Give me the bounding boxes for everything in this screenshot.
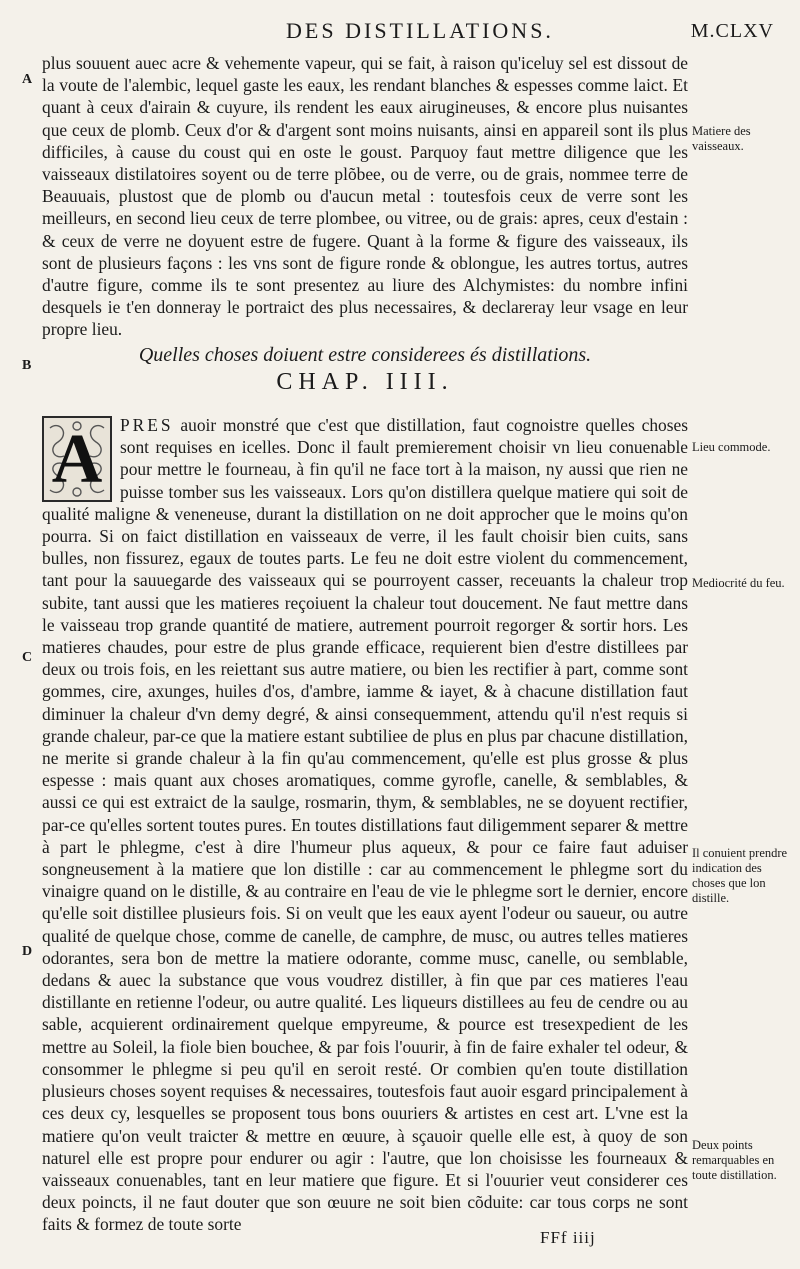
margin-note-two-points: Deux points remarquables en toute distillation. — [692, 1138, 777, 1182]
chapter-heading — [42, 344, 688, 396]
text-block-main — [42, 414, 688, 1236]
paragraph-intro: plus souuent auec acre & vehemente vapeur, qui se fait, à raison qu'iceluy sel est dissout de la voute de l'alembic, lequel gaste les eaux, les rendant blanches & espesses comme laict. Et quant à ceux d'airain & cuyure, ils rendent les eaux airugineuses, & encore plus nuisantes que ceux de plomb. Ceux d'or & d'argent sont moins nuisants, ainsi en appareil sont ils plus difficiles, à cause du coust qui en oste le goust. Parquoy faut mettre diligence que les vaisseaux distilatoires soyent ou de terre plõbee, ou de verre, ou de grais, nommee terre de Beauuais, plustost que de plomb ou d'aucun metal : toutesfois ceux de verre sont les meilleurs, en second lieu ceux de terre plombee, ou vitree, ou de grais: apres, ceux d'estain : & ceux de verre ne doyuent estre de fugere. Quant à la forme & figure des vaisseaux, ils sont de plusieurs façons : les vns sont de figure ronde & oblongue, les autres tortus, autres d'autre figure, comme ils te sont presentez au liure des Alchymistes: du nombre infini desquels ie t'en donneray le portraict des plus necessaires, & declareray leur vsage en leur propre lieu. — [42, 53, 688, 340]
margin-note-location: Lieu commode. — [692, 440, 771, 454]
lead-word: PRES — [120, 415, 174, 435]
paragraph-chapter-body — [42, 414, 688, 1236]
text-block-upper — [42, 52, 688, 341]
decorated-initial — [42, 416, 112, 502]
chapter-number: CHAP. IIII. — [276, 369, 454, 395]
section-marker-a: A — [22, 72, 33, 87]
signature-mark: FFf iiij — [540, 1228, 596, 1247]
running-head: DES DISTILLATIONS. — [286, 18, 554, 43]
chapter-subtitle: Quelles choses doiuent estre considerees és distillations. — [138, 344, 592, 366]
margin-note-vessel-material: Matiere des vaisseaux. — [692, 124, 751, 153]
section-marker-d: D — [22, 944, 33, 959]
paragraph-chapter-text: auoir monstré que c'est que distillation, faut cognoistre quelles choses sont requises en icelles. Donc il fault premierement choisir vn lieu conuenable pour mettre le fourneau, à fin qu'il ne face tort à la maison, ny aussi que rien ne puisse tomber sus les vaisseaux. Lors qu'on distillera quelque matiere qui soit de qualité maligne & veneneuse, durant la distillation on ne doit approcher que le moins qu'on pourra. Si on faict distillation en vaisseaux de verre, il les fault choisir bien cuits, sans bulles, non fissurez, egaux de toutes parts. Le feu ne doit estre violent du commencement, tant pour la sauuegarde des vaisseaux qui se pourroyent casser, receuants la chaleur trop subite, tant aussi que les matieres reçoiuent la chaleur tout doucement. Ne faut mettre dans le vaisseau trop grande quantité de matiere, autrement pourroit regorger & sortir hors. Les matieres chaudes, pour estre de plus grande efficace, requierent bien d'estre distillees par deux ou trois fois, en les reiettant sus autre matiere, ou bien les rectifier à part, comme sont gommes, cire, axunges, huiles d'os, d'ambre, iamme & iayet, & à chacune distillation faut diminuer la chaleur d'vn demy degré, & ainsi consequemment, attendu qu'il n'est requis si grande chaleur, par-ce que la matiere estant subtiliee de plus en plus par chacune distillation, ne merite si grande chaleur à la fin qu'au commencement, qu'elle est plus grosse & plus espesse : mais quant aux choses aromatiques, comme gyrofle, canelle, & semblables, & aussi ce qui est extraict de la saulge, rosmarin, thym, & semblables, ne se doyuent rectifier, par-ce qu'elles sortent toutes pures. En toutes distillations faut diligemment separer & mettre à part le phlegme, c'est à dire l'humeur plus aqueux, & pour ce faire faut aduiser songneusement à la matiere que lon distille : car au commencement le phlegme sort du vinaigre quand on le distille, & au contraire en l'eau de vie le phlegme sort le dernier, encore qu'elle soit distillee plusieurs fois. Si on veult que les eaux ayent l'odeur ou saueur, ou autre qualité de quelque chose, comme de canelle, de camphre, de musc, ou autres telles matieres odorantes, sera bon de mettre la matiere odorante, comme musc, canelle, ou semblable, dedans & auec la substance que vous voudrez distiller, à fin que par ces matieres l'eau distillante en retienne l'odeur, ou autre qualité. Les liqueurs distillees au feu de cendre ou au sable, acquierent ordinairement quelque empyreume, & pource est tresexpedient de les mettre au Soleil, la fiole bien bouchee, & par fois l'ouurir, à fin de faire exhaler tel odeur, & consommer le phlegme si peu qu'il en seroit resté. Or combien qu'en toute distillation plusieurs choses soyent requises & necessaires, toutesfois faut auoir esgard principalement à ces deux cy, lesquelles se proposent tous bons ouuriers & artistes en cest art. L'vne est la matiere qu'on veult traicter & mettre en œuure, à sçauoir quelle elle est, à quoy de son naturel elle est propre pour endurer ou agir : l'autre, que lon choisisse les fourneaux & vaisseaux conuenables, tant en leur matiere que figure. Et si l'ouurier veut considerer ces deux poincts, il ne faut douter que son œuure ne soit bien cõduite: car tous corps ne sont faits & formez de toute sorte — [42, 415, 688, 1235]
initial-letter: A — [51, 421, 103, 498]
margin-note-heat: Mediocrité du feu. — [692, 576, 785, 590]
folio-number: M.CLXV — [690, 20, 774, 42]
margin-note-indication: Il conuient prendre indication des choses que lon distille. — [692, 846, 788, 905]
section-marker-c: C — [22, 650, 33, 665]
section-marker-b: B — [22, 358, 32, 373]
